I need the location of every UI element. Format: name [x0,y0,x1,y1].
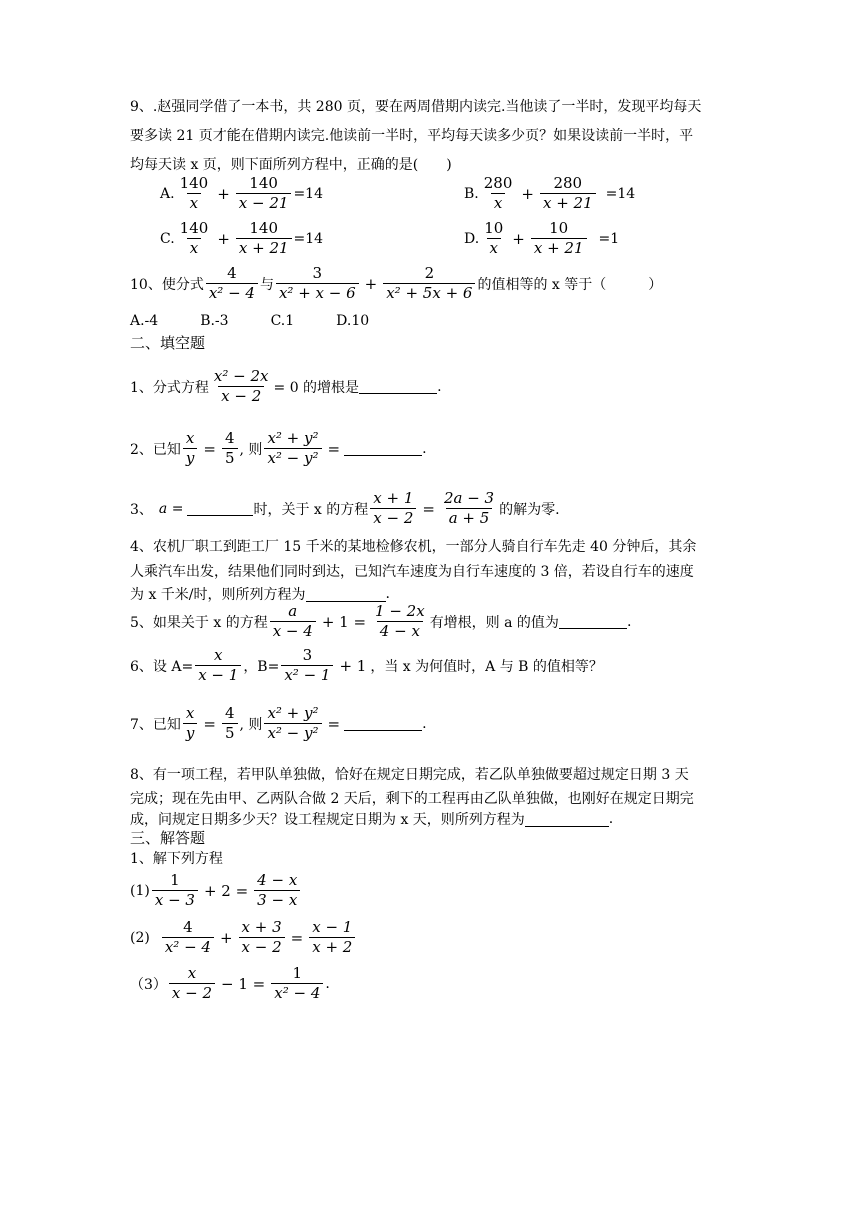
fraction [370,490,416,527]
text: 5、如果关于 x 的方程 [130,614,268,631]
text: x + 2 [309,937,355,956]
fill-5 [130,603,631,640]
fraction [177,220,212,257]
fraction [211,368,272,405]
text: x − 2 [218,386,264,405]
text: 1 [292,964,303,982]
text: = [327,439,341,458]
text: + [219,928,233,947]
text: x² + 5x + 6 [383,283,475,302]
solve-equation-2 [130,919,357,956]
text: =1 [598,230,620,247]
text: = [422,499,435,518]
text: + 2 = [203,881,249,900]
q9-option-d: D. $\frac{10}{x}$ + $\frac{10}{x + 21}$ =1 [464,219,620,257]
text: 2、已知 [130,441,181,458]
solve-1-title: 1、解下列方程 [130,851,223,867]
text: 有增根，则 a 的值为 [429,614,559,631]
text: x [187,964,197,982]
text: x − 1 [195,665,241,684]
fraction [195,647,241,684]
fraction [162,919,214,956]
fraction [236,175,292,212]
fraction [309,919,355,956]
text: a + 5 [446,508,493,527]
text: 成，问规定日期多少天？设工程规定日期为 x 天，则所列方程为 [130,812,525,828]
text: D. [464,230,480,247]
text: (2) [130,929,150,946]
fraction [239,919,285,956]
fill-6 [130,647,603,684]
text: x − 2 [239,937,285,956]
fraction [372,603,428,640]
text: 5 [222,723,238,742]
text: 的值相等的 x 等于（ ） [477,276,663,293]
fraction [531,220,587,257]
text: x² − 4 [206,283,258,302]
fraction [276,265,359,302]
text: 3 [312,264,323,282]
text: 140 [179,174,209,192]
fraction [222,430,238,467]
fill-3 [130,490,560,527]
fill-1 [130,368,442,405]
text: x² − 1 [281,665,333,684]
q9-option-c: C. $\frac{140}{x}$ + $\frac{140}{x + 21}$ =14 [160,219,324,257]
section-title-solve: 三、解答题 [130,829,206,847]
text: + 1 [339,656,367,675]
text: = [290,928,304,947]
text: x [187,193,201,212]
text: 1 − 2x [375,602,425,620]
answer-blank[interactable] [187,501,253,516]
q9-option-a: A. $\frac{140}{x}$ + $\frac{140}{x - 21}$ =14 [160,174,323,212]
answer-blank[interactable] [344,441,422,456]
fraction [183,430,197,467]
fraction [169,965,215,1002]
text: 的解为零. [499,501,560,518]
text: y [183,723,197,742]
text: x − 21 [236,193,292,212]
text: . [608,811,614,827]
text: 5 [222,448,238,467]
text: 140 [249,219,279,237]
text: . [422,440,427,457]
text: ，B= [243,658,280,675]
fraction [222,705,238,742]
text: x − 1 [312,918,353,936]
text: 2 [424,264,435,282]
fill-4-line-3 [130,584,390,604]
solve-equation-1 [130,872,302,909]
text: 4 − x [377,621,423,640]
text: 4 [224,704,235,722]
text: . [325,975,330,992]
fraction [254,872,300,909]
text: a = [158,500,184,517]
text: ，当 x 为何值时，A 与 B 的值相等？ [370,658,603,675]
text: 3 − x [254,890,300,909]
text: . [385,586,390,602]
solve-equation-3 [130,965,330,1002]
fraction [281,647,333,684]
text: , 则 [239,716,263,733]
text: （3） [130,976,167,993]
text: 10、使分式 [130,276,204,293]
text: . [626,613,632,630]
text: , 则 [239,441,263,458]
section-title-fill-in: 二、填空题 [130,334,206,352]
text: 为 x 千米/时，则所列方程为 [130,587,306,603]
text: 10 [484,219,504,237]
text: =14 [605,185,636,202]
text: x² − 2x [213,367,269,385]
text: =14 [293,230,324,247]
text: x² + y² [267,704,319,722]
text: 3 [302,646,313,664]
fill-7: 7、已知 $\frac{x}{y}$ = $\frac{4}{5}$ , 则 $\frac{\text{x² + y²}}{\text{x² − y²}}$ = . [130,704,427,742]
text: + 1 = [321,612,367,631]
text: x [185,704,195,722]
text: x² − 4 [271,983,323,1002]
text: x + 1 [373,489,414,507]
text: x + 3 [241,918,282,936]
fraction [271,965,323,1002]
text: 4 [183,918,193,936]
text: x − 2 [169,983,215,1002]
fraction [264,430,321,467]
text: C. [160,230,175,247]
text: 时，关于 x 的方程 [253,501,369,518]
text: 280 [553,174,583,192]
text: x [487,238,501,257]
q9-line-1: 9、.赵强同学借了一本书，共 280 页，要在两周借期内读完.当他读了一半时，发现平均每天 [130,99,702,115]
text: . [437,378,442,395]
answer-blank[interactable] [306,587,386,602]
fraction [236,220,292,257]
fraction [540,175,596,212]
text: A. [160,185,175,202]
fraction [177,175,212,212]
text: x [491,193,505,212]
text: 4 [224,429,235,447]
text: x² − y² [264,723,321,742]
text: 与 [259,276,274,293]
fraction [441,490,497,527]
q9-line-3: 均每天读 x 页，则下面所列方程中，正确的是( ) [130,157,452,173]
q9-line-2: 要多读 21 页才能在借期内读完.他读前一半时，平均每天读多少页？如果设读前一半时，平 [130,128,694,144]
fraction [152,872,198,909]
text: x² + x − 6 [276,283,359,302]
text: 10 [549,219,569,237]
text: =14 [293,185,323,202]
fill-4-line-2: 人乘汽车出发，结果他们同时到达，已知汽车速度为自行车速度的 3 倍，若设自行车的速度 [130,564,694,580]
text: a [288,602,298,620]
text: x − 2 [370,508,416,527]
fill-2: 2、已知 $\frac{x}{y}$ = $\frac{4}{5}$ , 则 $\frac{\text{x² + y²}}{\text{x² − y²}}$ = . [130,429,427,467]
fraction [183,705,197,742]
text: x² + y² [267,429,319,447]
text: − 1 = [221,974,266,993]
text: B. [464,185,479,202]
fraction [206,265,258,302]
fraction [383,265,475,302]
text: . [422,715,427,732]
text: 3、 [130,501,153,518]
text: x [185,429,195,447]
fraction [481,175,516,212]
answer-blank[interactable] [525,812,609,827]
q9-option-b: B. $\frac{280}{x}$ + $\frac{280}{x + 21}$ =14 [464,174,636,212]
text: x² − y² [264,448,321,467]
fraction [270,603,316,640]
text: 140 [179,219,209,237]
text: x + 21 [531,238,587,257]
fraction [481,220,506,257]
fill-8-line-1: 8、有一项工程，若甲队单独做，恰好在规定日期完成，若乙队单独做要超过规定日期 3 天 [130,767,689,783]
answer-blank[interactable] [344,716,422,731]
fill-8-line-3 [130,809,613,829]
text: 7、已知 [130,716,181,733]
text: y [183,448,197,467]
text: x² − 4 [162,937,214,956]
q10-line: 10、使分式 $\frac{4}{\text{x² − 4}}$ 与 $\frac{3}{\text{x² + x − 6}}$ + $\frac{2}{\text{x² + 5x + 6}}$ 的值相等的 x 等于（ ） [130,264,663,302]
text: 280 [483,174,513,192]
text: 4 − x [257,871,298,889]
q10-options: A.-4 B.-3 C.1 D.10 [130,313,370,329]
text: 2a − 3 [443,489,495,507]
fraction [264,705,321,742]
text: = 0 的增根是 [273,379,360,396]
text: x [187,238,201,257]
text: 1 [170,871,180,889]
text: 140 [249,174,278,192]
answer-blank[interactable] [559,614,627,629]
answer-blank[interactable] [359,379,437,394]
text: x [214,646,223,664]
fill-4-line-1: 4、农机厂职工到距工厂 15 千米的某地检修农机，一部分人骑自行车先走 40 分钟后，其余 [130,539,697,555]
text: 6、设 A= [130,658,194,675]
text: 1、分式方程 [130,379,209,396]
text: x + 21 [236,238,292,257]
text: 4 [227,264,237,282]
fill-8-line-2: 完成；现在先由甲、乙两队合做 2 天后，剩下的工程再由乙队单独做，也刚好在规定日期完 [130,791,694,807]
text: x − 4 [270,621,316,640]
text: x − 3 [152,890,198,909]
text: x + 21 [540,193,596,212]
text: = [327,714,341,733]
text: (1) [130,882,150,899]
